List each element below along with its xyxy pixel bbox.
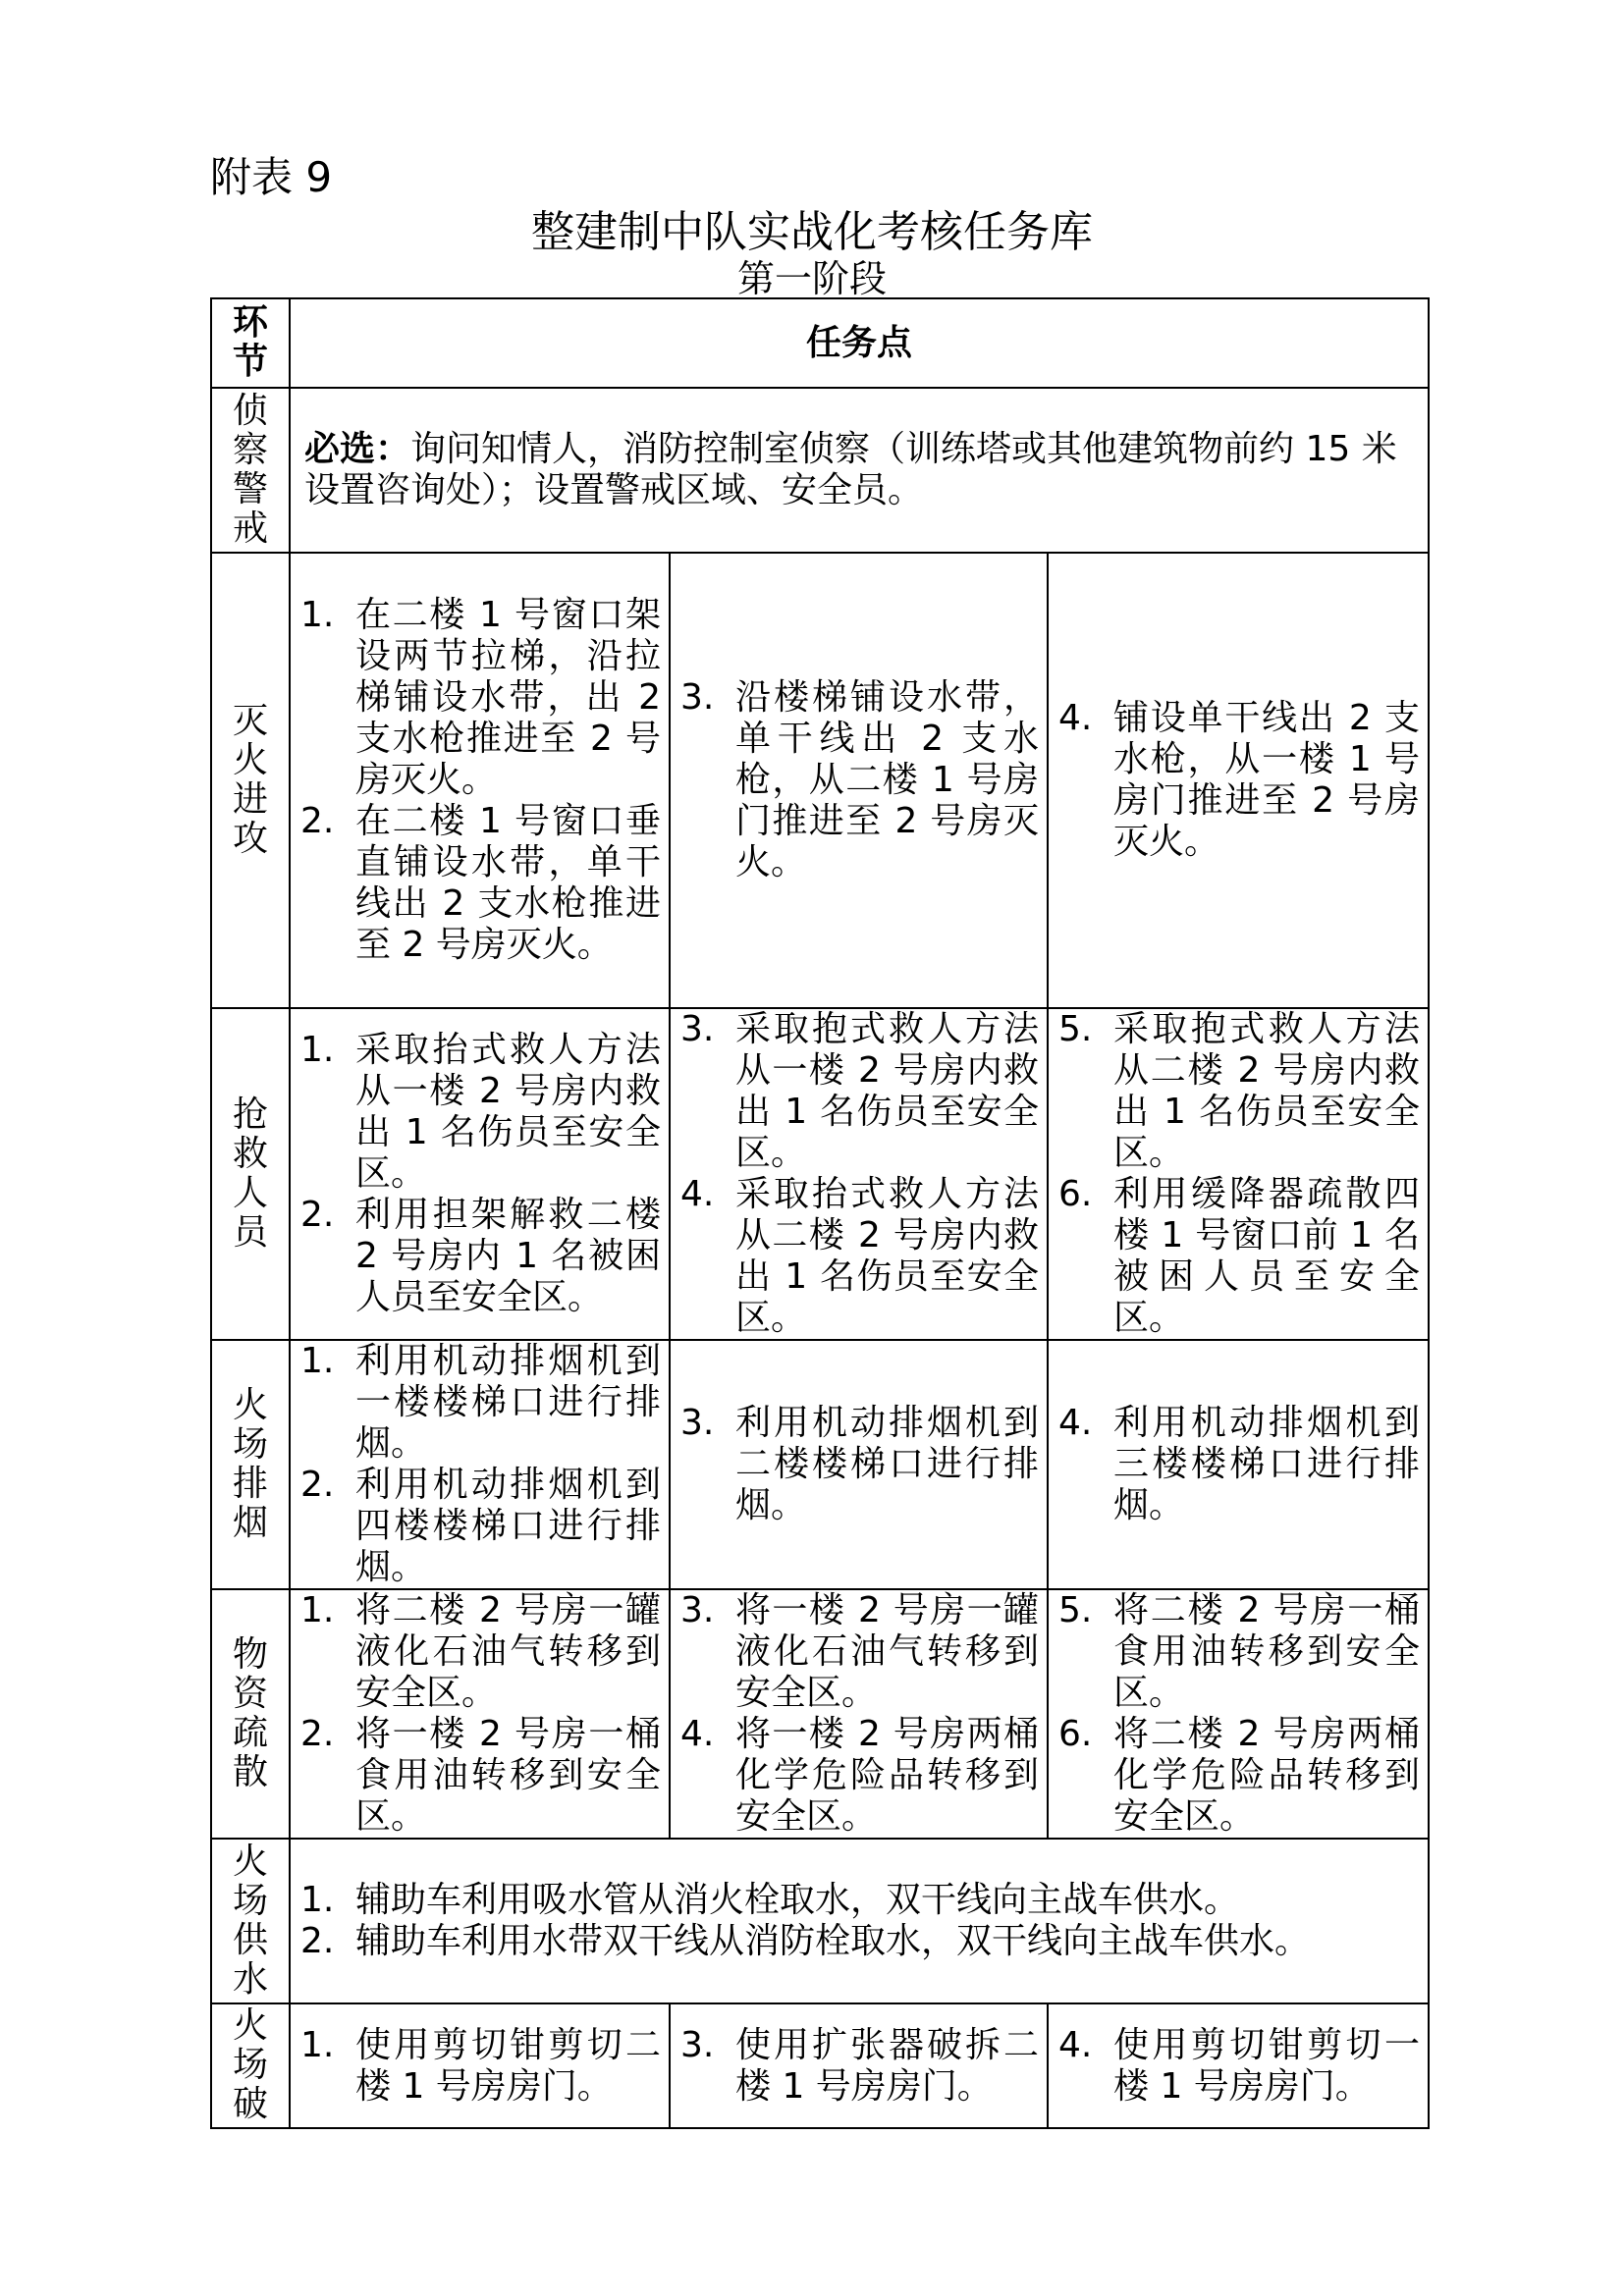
table-row: [211, 1589, 1429, 1839]
row-label: 抢救人员: [232, 1094, 268, 1253]
list-item: 4. 将一楼 2 号房两桶化学危险品转移到安全区。: [680, 1714, 1039, 1837]
list-item: 3. 将一楼 2 号房一罐液化石油气转移到安全区。: [680, 1590, 1039, 1713]
task-cell: [670, 1340, 1048, 1589]
table-row: [211, 1008, 1429, 1340]
task-cell: [1048, 1340, 1429, 1589]
list-item: 4. 采取抬式救人方法从二楼 2 号房内救出 1 名伤员至安全区。: [680, 1174, 1039, 1338]
list-item: 1. 采取抬式救人方法从一楼 2 号房内救出 1 名伤员至安全区。: [300, 1030, 661, 1194]
row-label-cell: [211, 388, 290, 553]
task-cell: [1048, 2003, 1429, 2128]
table-header-row: [211, 298, 1429, 388]
list-item: 5. 将二楼 2 号房一桶食用油转移到安全区。: [1058, 1590, 1420, 1713]
list-item: 3. 采取抱式救人方法从一楼 2 号房内救出 1 名伤员至安全区。: [680, 1009, 1039, 1173]
task-cell: [290, 553, 670, 1008]
header-label-cell: [211, 298, 290, 388]
task-table: [210, 297, 1430, 2129]
list-item: 1. 辅助车利用吸水管从消火栓取水，双干线向主战车供水。: [300, 1880, 1240, 1920]
task-cell-wide: [290, 1839, 1429, 2003]
row-label-cell: [211, 1340, 290, 1589]
row-label: 侦察警戒: [232, 390, 268, 549]
list-item: 2. 利用机动排烟机到四楼楼梯口进行排烟。: [300, 1465, 661, 1587]
task-cell: [1048, 1008, 1429, 1340]
table-row: [211, 1839, 1429, 2003]
list-item: 2. 利用担架解救二楼 2 号房内 1 名被困人员至安全区。: [300, 1195, 661, 1317]
table-row: [211, 2003, 1429, 2128]
task-cell: [290, 1340, 670, 1589]
table-row: [211, 553, 1429, 1008]
task-cell: [1048, 1589, 1429, 1839]
list-item: 4. 铺设单干线出 2 支水枪，从一楼 1 号房门推进至 2 号房灭火。: [1058, 698, 1420, 862]
header-task-cell: 任务点: [290, 298, 1429, 388]
task-cell: [1048, 553, 1429, 1008]
row-label-cell: [211, 1008, 290, 1340]
table-row: [211, 388, 1429, 553]
list-item: 1. 将二楼 2 号房一罐液化石油气转移到安全区。: [300, 1590, 661, 1713]
row-label-cell: [211, 2003, 290, 2128]
task-cell: [670, 1008, 1048, 1340]
row-label-cell: [211, 1839, 290, 2003]
list-item: 4. 利用机动排烟机到三楼楼梯口进行排烟。: [1058, 1403, 1420, 1525]
required-task-cell: [290, 388, 1429, 553]
list-item: 3. 利用机动排烟机到二楼楼梯口进行排烟。: [680, 1403, 1039, 1525]
row-label: 物资疏散: [232, 1633, 268, 1792]
task-cell: [290, 1589, 670, 1839]
appendix-label: 附表 9: [210, 153, 333, 201]
row-label: 火场排烟: [232, 1384, 268, 1543]
task-cell: [670, 2003, 1048, 2128]
table-row: [211, 1340, 1429, 1589]
list-item: 2. 将一楼 2 号房一桶食用油转移到安全区。: [300, 1714, 661, 1837]
task-cell: [290, 1008, 670, 1340]
row-label: 火场供水: [232, 1841, 268, 2000]
page-title: 整建制中队实战化考核任务库: [531, 207, 1093, 257]
task-cell: [670, 1589, 1048, 1839]
row-label: 火场破: [232, 2005, 268, 2124]
task-cell: [670, 553, 1048, 1008]
list-item: 1. 利用机动排烟机到一楼楼梯口进行排烟。: [300, 1341, 661, 1464]
list-item: 1. 在二楼 1 号窗口架设两节拉梯，沿拉梯铺设水带，出 2 支水枪推进至 2 号房灭火。: [300, 595, 661, 800]
required-text: 询问知情人，消防控制室侦察（训练塔或其他建筑物前约 15 米设置咨询处）；设置警戒区域、安全员。: [304, 429, 1397, 510]
list-item: 2. 在二楼 1 号窗口垂直铺设水带，单干线出 2 支水枪推进至 2 号房灭火。: [300, 801, 661, 965]
list-item: 6. 将二楼 2 号房两桶化学危险品转移到安全区。: [1058, 1714, 1420, 1837]
list-item: 3. 沿楼梯铺设水带，单干线出 2 支水枪，从二楼 1 号房门推进至 2 号房灭火。: [680, 677, 1039, 882]
list-item: 1. 使用剪切钳剪切二楼 1 号房房门。: [300, 2024, 661, 2107]
list-item: 4. 使用剪切钳剪切一楼 1 号房房门。: [1058, 2024, 1420, 2107]
list-item: 6. 利用缓降器疏散四楼 1 号窗口前 1 名被困人员至安全区。: [1058, 1174, 1420, 1338]
row-label-cell: [211, 553, 290, 1008]
list-item: 3. 使用扩张器破拆二楼 1 号房房门。: [680, 2024, 1039, 2107]
row-label-cell: [211, 1589, 290, 1839]
list-item: 5. 采取抱式救人方法从二楼 2 号房内救出 1 名伤员至安全区。: [1058, 1009, 1420, 1173]
task-cell: [290, 2003, 670, 2128]
required-tag: 必选：: [304, 429, 411, 469]
list-item: 2. 辅助车利用水带双干线从消防栓取水，双干线向主战车供水。: [300, 1921, 1311, 1961]
header-label: 环节: [232, 302, 268, 382]
row-label: 灭火进攻: [232, 700, 268, 859]
stage-subtitle: 第一阶段: [736, 257, 887, 300]
